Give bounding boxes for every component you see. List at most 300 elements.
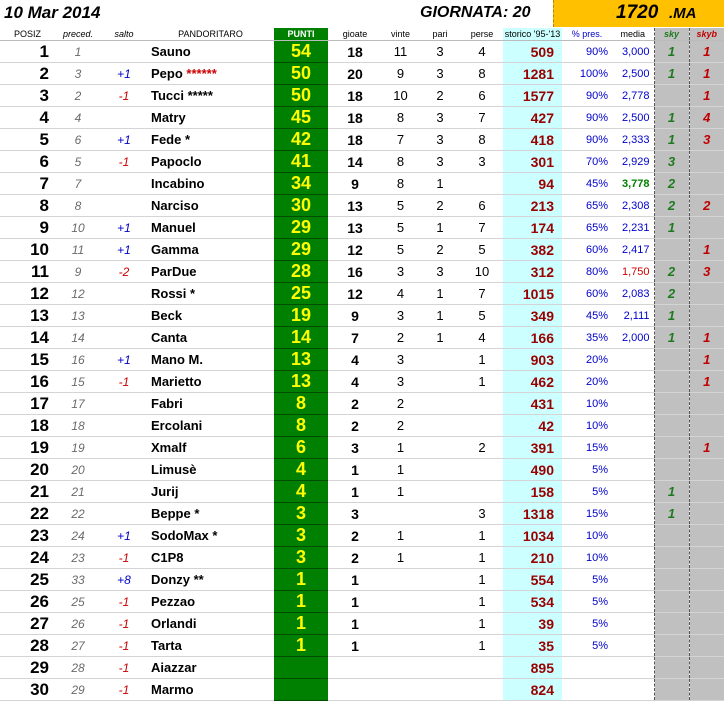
skyb-cell: 3 [689, 129, 724, 151]
skyb-cell [689, 459, 724, 481]
table-row [0, 195, 724, 217]
historic-cell: 509 [503, 41, 562, 63]
presence-pct-cell: 5% [562, 613, 612, 635]
points-cell: 29 [274, 239, 328, 261]
sky-cell: 1 [654, 305, 689, 327]
position-cell: 4 [0, 107, 55, 129]
wins-cell: 5 [382, 195, 419, 217]
col-header-pandoritaro: PANDORITARO [147, 28, 274, 41]
table-row [0, 239, 724, 261]
player-name: Pezzao [151, 594, 196, 609]
table-row [0, 349, 724, 371]
historic-cell: 1015 [503, 283, 562, 305]
wins-cell: 5 [382, 217, 419, 239]
table-row [0, 679, 724, 701]
player-name: Sauno [151, 44, 191, 59]
player-name-cell [147, 41, 274, 63]
previous-position-cell: 13 [55, 305, 101, 327]
player-name: Manuel [151, 220, 196, 235]
col-header-pari: pari [419, 28, 461, 41]
wins-cell [382, 503, 419, 525]
presence-pct-cell: 10% [562, 393, 612, 415]
player-name: Marietto [151, 374, 202, 389]
skyb-cell [689, 393, 724, 415]
previous-position-cell: 9 [55, 261, 101, 283]
previous-position-cell: 10 [55, 217, 101, 239]
points-cell: 41 [274, 151, 328, 173]
position-cell: 23 [0, 525, 55, 547]
player-name: Fabri [151, 396, 183, 411]
skyb-cell: 1 [689, 437, 724, 459]
losses-cell: 3 [461, 151, 503, 173]
played-cell: 4 [328, 349, 382, 371]
draws-cell: 3 [419, 129, 461, 151]
standings-table [0, 28, 724, 701]
played-cell [328, 657, 382, 679]
position-change-cell: -1 [101, 85, 147, 107]
points-cell: 1 [274, 569, 328, 591]
previous-position-cell: 15 [55, 371, 101, 393]
draws-cell [419, 349, 461, 371]
table-row [0, 173, 724, 195]
sky-cell: 2 [654, 283, 689, 305]
header-row [0, 28, 724, 41]
average-cell: 2,417 [612, 239, 654, 261]
average-cell: 2,111 [612, 305, 654, 327]
position-cell: 29 [0, 657, 55, 679]
points-cell: 50 [274, 85, 328, 107]
position-cell: 28 [0, 635, 55, 657]
previous-position-cell: 28 [55, 657, 101, 679]
sky-cell [654, 85, 689, 107]
presence-pct-cell [562, 679, 612, 701]
average-cell: 2,500 [612, 107, 654, 129]
skyb-cell: 1 [689, 85, 724, 107]
sky-cell [654, 613, 689, 635]
played-cell: 3 [328, 503, 382, 525]
col-header-pct: % pres. [562, 28, 612, 41]
skyb-cell [689, 415, 724, 437]
player-name-cell [147, 525, 274, 547]
table-row [0, 393, 724, 415]
position-change-cell: -1 [101, 371, 147, 393]
table-row [0, 85, 724, 107]
position-change-cell [101, 305, 147, 327]
average-cell [612, 503, 654, 525]
points-cell: 1 [274, 613, 328, 635]
player-name: Matry [151, 110, 186, 125]
played-cell: 4 [328, 371, 382, 393]
player-name: Tucci ***** [151, 88, 213, 103]
wins-cell: 9 [382, 63, 419, 85]
wins-cell: 3 [382, 305, 419, 327]
previous-position-cell: 18 [55, 415, 101, 437]
draws-cell: 2 [419, 85, 461, 107]
sky-cell [654, 547, 689, 569]
average-cell [612, 679, 654, 701]
losses-cell: 1 [461, 613, 503, 635]
average-cell: 2,083 [612, 283, 654, 305]
player-name-cell [147, 481, 274, 503]
skyb-cell [689, 283, 724, 305]
position-change-cell: +1 [101, 349, 147, 371]
presence-pct-cell: 5% [562, 459, 612, 481]
presence-pct-cell: 10% [562, 415, 612, 437]
position-cell: 25 [0, 569, 55, 591]
player-name: Aiazzar [151, 660, 197, 675]
average-cell [612, 415, 654, 437]
sky-cell: 1 [654, 503, 689, 525]
table-row [0, 459, 724, 481]
position-change-cell [101, 283, 147, 305]
wins-cell [382, 591, 419, 613]
position-cell: 5 [0, 129, 55, 151]
skyb-cell: 1 [689, 327, 724, 349]
col-header-punti: PUNTI [274, 28, 328, 41]
played-cell: 2 [328, 547, 382, 569]
position-cell: 10 [0, 239, 55, 261]
player-name: Canta [151, 330, 188, 345]
table-row [0, 107, 724, 129]
report-header [0, 0, 724, 28]
average-cell: 2,231 [612, 217, 654, 239]
historic-cell: 824 [503, 679, 562, 701]
previous-position-cell: 6 [55, 129, 101, 151]
sky-cell [654, 635, 689, 657]
position-change-cell: +1 [101, 129, 147, 151]
wins-cell: 3 [382, 349, 419, 371]
previous-position-cell: 16 [55, 349, 101, 371]
table-row [0, 151, 724, 173]
previous-position-cell: 2 [55, 85, 101, 107]
average-box [553, 0, 724, 27]
position-cell: 24 [0, 547, 55, 569]
losses-cell: 1 [461, 635, 503, 657]
draws-cell: 3 [419, 107, 461, 129]
average-cell: 2,333 [612, 129, 654, 151]
points-cell: 45 [274, 107, 328, 129]
losses-cell: 3 [461, 503, 503, 525]
position-change-cell: +8 [101, 569, 147, 591]
sky-cell [654, 679, 689, 701]
historic-cell: 210 [503, 547, 562, 569]
points-cell: 19 [274, 305, 328, 327]
player-name-cell [147, 349, 274, 371]
presence-pct-cell: 70% [562, 151, 612, 173]
draws-cell [419, 613, 461, 635]
average-suffix: .MA [669, 5, 697, 22]
sky-cell: 2 [654, 195, 689, 217]
player-name-cell [147, 569, 274, 591]
played-cell: 1 [328, 569, 382, 591]
player-name-cell [147, 613, 274, 635]
average-cell [612, 349, 654, 371]
draws-cell [419, 657, 461, 679]
played-cell: 1 [328, 591, 382, 613]
points-cell: 1 [274, 635, 328, 657]
sky-cell: 2 [654, 173, 689, 195]
average-value: 1720 [616, 2, 659, 23]
losses-cell: 4 [461, 327, 503, 349]
presence-pct-cell: 20% [562, 371, 612, 393]
position-cell: 1 [0, 41, 55, 63]
player-name: Gamma [151, 242, 199, 257]
sky-cell [654, 393, 689, 415]
player-name: Mano M. [151, 352, 203, 367]
draws-cell: 1 [419, 305, 461, 327]
draws-cell [419, 481, 461, 503]
position-change-cell [101, 503, 147, 525]
table-row [0, 503, 724, 525]
player-name-cell [147, 371, 274, 393]
sky-cell: 3 [654, 151, 689, 173]
draws-cell [419, 547, 461, 569]
skyb-cell [689, 635, 724, 657]
presence-pct-cell: 90% [562, 41, 612, 63]
table-row [0, 591, 724, 613]
skyb-cell [689, 525, 724, 547]
historic-cell: 301 [503, 151, 562, 173]
points-cell: 4 [274, 459, 328, 481]
table-row [0, 371, 724, 393]
player-name-cell [147, 393, 274, 415]
standings-body [0, 41, 724, 701]
draws-cell [419, 459, 461, 481]
skyb-cell [689, 569, 724, 591]
previous-position-cell: 33 [55, 569, 101, 591]
losses-cell [461, 679, 503, 701]
presence-pct-cell: 5% [562, 591, 612, 613]
historic-cell: 431 [503, 393, 562, 415]
average-cell [612, 547, 654, 569]
position-cell: 27 [0, 613, 55, 635]
player-name-cell [147, 63, 274, 85]
player-name-cell [147, 107, 274, 129]
player-name: Tarta [151, 638, 182, 653]
historic-cell: 35 [503, 635, 562, 657]
wins-cell [382, 635, 419, 657]
table-row [0, 547, 724, 569]
position-change-cell: -1 [101, 657, 147, 679]
skyb-cell [689, 173, 724, 195]
wins-cell: 1 [382, 525, 419, 547]
position-cell: 16 [0, 371, 55, 393]
sky-cell [654, 239, 689, 261]
position-cell: 18 [0, 415, 55, 437]
sky-cell [654, 525, 689, 547]
presence-pct-cell: 60% [562, 283, 612, 305]
points-cell: 28 [274, 261, 328, 283]
player-name-cell [147, 239, 274, 261]
historic-cell: 1318 [503, 503, 562, 525]
player-name-cell [147, 217, 274, 239]
presence-pct-cell: 65% [562, 195, 612, 217]
position-cell: 15 [0, 349, 55, 371]
presence-pct-cell: 35% [562, 327, 612, 349]
presence-pct-cell: 5% [562, 481, 612, 503]
points-cell: 4 [274, 481, 328, 503]
skyb-cell [689, 503, 724, 525]
losses-cell: 8 [461, 129, 503, 151]
player-name-cell [147, 173, 274, 195]
position-change-cell: +1 [101, 239, 147, 261]
points-cell: 3 [274, 547, 328, 569]
draws-cell [419, 415, 461, 437]
table-row [0, 305, 724, 327]
table-row [0, 261, 724, 283]
player-name: Orlandi [151, 616, 197, 631]
losses-cell: 5 [461, 239, 503, 261]
historic-cell: 418 [503, 129, 562, 151]
points-cell: 13 [274, 349, 328, 371]
position-change-cell [101, 327, 147, 349]
average-cell: 1,750 [612, 261, 654, 283]
table-row [0, 635, 724, 657]
previous-position-cell: 26 [55, 613, 101, 635]
previous-position-cell: 20 [55, 459, 101, 481]
player-name-cell [147, 305, 274, 327]
losses-cell: 1 [461, 525, 503, 547]
draws-cell: 2 [419, 195, 461, 217]
average-cell [612, 525, 654, 547]
player-name-cell [147, 503, 274, 525]
average-cell [612, 393, 654, 415]
player-name-cell [147, 129, 274, 151]
losses-cell: 1 [461, 349, 503, 371]
points-cell: 14 [274, 327, 328, 349]
position-cell: 11 [0, 261, 55, 283]
position-change-cell [101, 195, 147, 217]
table-row [0, 129, 724, 151]
skyb-cell: 3 [689, 261, 724, 283]
report-date: 10 Mar 2014 [4, 3, 101, 22]
previous-position-cell: 3 [55, 63, 101, 85]
previous-position-cell: 21 [55, 481, 101, 503]
points-cell: 1 [274, 591, 328, 613]
sky-cell: 1 [654, 63, 689, 85]
position-change-cell [101, 107, 147, 129]
presence-pct-cell: 90% [562, 129, 612, 151]
previous-position-cell: 7 [55, 173, 101, 195]
position-cell: 17 [0, 393, 55, 415]
points-cell: 8 [274, 415, 328, 437]
presence-pct-cell: 45% [562, 173, 612, 195]
position-change-cell [101, 415, 147, 437]
losses-cell: 7 [461, 283, 503, 305]
draws-cell [419, 393, 461, 415]
played-cell: 1 [328, 613, 382, 635]
position-cell: 7 [0, 173, 55, 195]
draws-cell [419, 635, 461, 657]
sky-cell [654, 657, 689, 679]
col-header-giocate: gioate [328, 28, 382, 41]
historic-cell: 1577 [503, 85, 562, 107]
sky-cell: 1 [654, 41, 689, 63]
previous-position-cell: 27 [55, 635, 101, 657]
player-name: Fede * [151, 132, 191, 147]
points-cell: 6 [274, 437, 328, 459]
sky-cell: 1 [654, 107, 689, 129]
player-name: Jurij [151, 484, 179, 499]
draws-cell [419, 371, 461, 393]
player-name: SodoMax * [151, 528, 218, 543]
table-row [0, 481, 724, 503]
skyb-cell [689, 591, 724, 613]
wins-cell: 8 [382, 107, 419, 129]
historic-cell: 382 [503, 239, 562, 261]
losses-cell [461, 459, 503, 481]
sky-cell [654, 349, 689, 371]
average-cell: 2,308 [612, 195, 654, 217]
historic-cell: 213 [503, 195, 562, 217]
historic-cell: 1034 [503, 525, 562, 547]
previous-position-cell: 23 [55, 547, 101, 569]
wins-cell: 1 [382, 437, 419, 459]
points-cell: 34 [274, 173, 328, 195]
average-cell [612, 481, 654, 503]
skyb-cell: 1 [689, 41, 724, 63]
position-cell: 30 [0, 679, 55, 701]
points-cell: 50 [274, 63, 328, 85]
losses-cell: 5 [461, 305, 503, 327]
historic-cell: 895 [503, 657, 562, 679]
player-name-cell [147, 437, 274, 459]
wins-cell: 8 [382, 151, 419, 173]
draws-cell: 2 [419, 239, 461, 261]
player-name: Beppe * [151, 506, 200, 521]
skyb-cell: 1 [689, 63, 724, 85]
presence-pct-cell: 15% [562, 503, 612, 525]
historic-cell: 166 [503, 327, 562, 349]
player-name-cell [147, 635, 274, 657]
player-name-cell [147, 459, 274, 481]
presence-pct-cell: 5% [562, 569, 612, 591]
skyb-cell [689, 151, 724, 173]
position-change-cell: -1 [101, 151, 147, 173]
average-cell [612, 591, 654, 613]
previous-position-cell: 22 [55, 503, 101, 525]
presence-pct-cell: 5% [562, 635, 612, 657]
draws-cell: 3 [419, 63, 461, 85]
col-header-storico: storico '95-'13 [504, 29, 561, 39]
player-name-cell [147, 591, 274, 613]
position-cell: 21 [0, 481, 55, 503]
draws-cell [419, 525, 461, 547]
wins-cell [382, 569, 419, 591]
table-row [0, 437, 724, 459]
wins-cell: 1 [382, 481, 419, 503]
historic-cell: 554 [503, 569, 562, 591]
player-name-cell [147, 415, 274, 437]
previous-position-cell: 14 [55, 327, 101, 349]
presence-pct-cell: 90% [562, 85, 612, 107]
wins-cell [382, 613, 419, 635]
player-name: Narciso [151, 198, 199, 213]
played-cell: 9 [328, 305, 382, 327]
skyb-cell: 4 [689, 107, 724, 129]
col-header-skyb: skyb [689, 28, 724, 41]
sky-cell: 2 [654, 261, 689, 283]
col-header-media: media [612, 28, 654, 41]
wins-cell: 3 [382, 371, 419, 393]
average-cell [612, 635, 654, 657]
average-cell: 2,778 [612, 85, 654, 107]
position-cell: 8 [0, 195, 55, 217]
sky-cell: 1 [654, 481, 689, 503]
wins-cell: 1 [382, 547, 419, 569]
sky-cell [654, 437, 689, 459]
played-cell: 1 [328, 481, 382, 503]
